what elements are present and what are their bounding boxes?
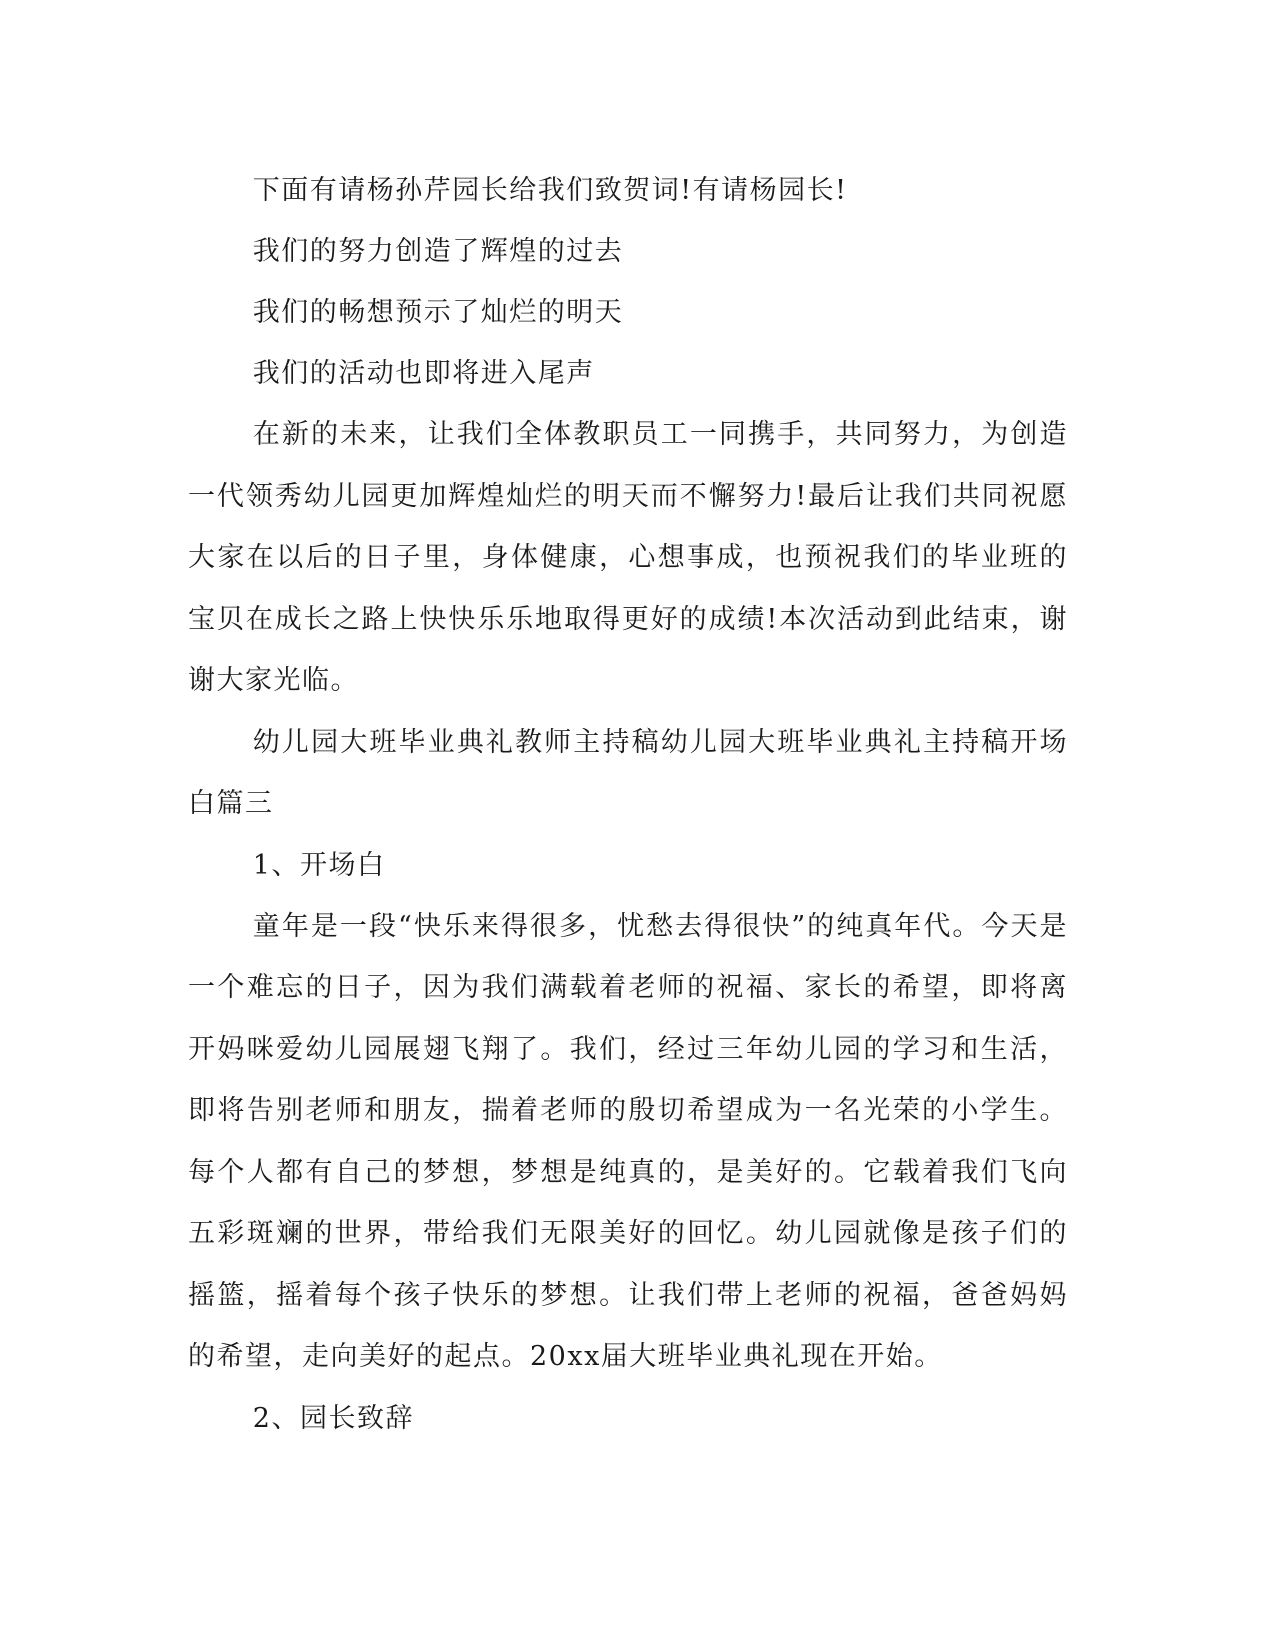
heading-principal-speech: 2、园长致辞 [252, 1402, 414, 1434]
paragraph-future: 我们的畅想预示了灿烂的明天 [252, 297, 624, 328]
paragraph-ending: 我们的活动也即将进入尾声 [252, 358, 595, 389]
section-title: 幼儿园大班毕业典礼教师主持稿幼儿园大班毕业典礼主持稿开场白篇三 [188, 726, 1068, 819]
document-body [188, 160, 1068, 1449]
paragraph-past: 我们的努力创造了辉煌的过去 [252, 236, 624, 267]
paragraph-invite-principal: 下面有请杨孙芹园长给我们致贺词!有请杨园长! [252, 175, 848, 206]
paragraph-closing-wishes: 在新的未来，让我们全体教职员工一同携手，共同努力，为创造一代领秀幼儿园更加辉煌灿烂的明天而不懈努力!最后让我们共同祝愿大家在以后的日子里，身体健康，心想事成，也预祝我们的毕业班的宝贝在成长之路上快快乐乐地取得更好的成绩!本次活动到此结束，谢谢大家光临。 [188, 419, 1068, 696]
heading-opening: 1、开场白 [252, 849, 386, 881]
paragraph-opening-speech: 童年是一段“快乐来得很多，忧愁去得很快”的纯真年代。今天是一个难忘的日子，因为我们满载着老师的祝福、家长的希望，即将离开妈咪爱幼儿园展翅飞翔了。我们，经过三年幼儿园的学习和生活，即将告别老师和朋友，揣着老师的殷切希望成为一名光荣的小学生。每个人都有自己的梦想，梦想是纯真的，是美好的。它载着我们飞向五彩斑斓的世界，带给我们无限美好的回忆。幼儿园就像是孩子们的摇篮，摇着每个孩子快乐的梦想。让我们带上老师的祝福，爸爸妈妈的希望，走向美好的起点。20xx届大班毕业典礼现在开始。 [188, 910, 1068, 1372]
